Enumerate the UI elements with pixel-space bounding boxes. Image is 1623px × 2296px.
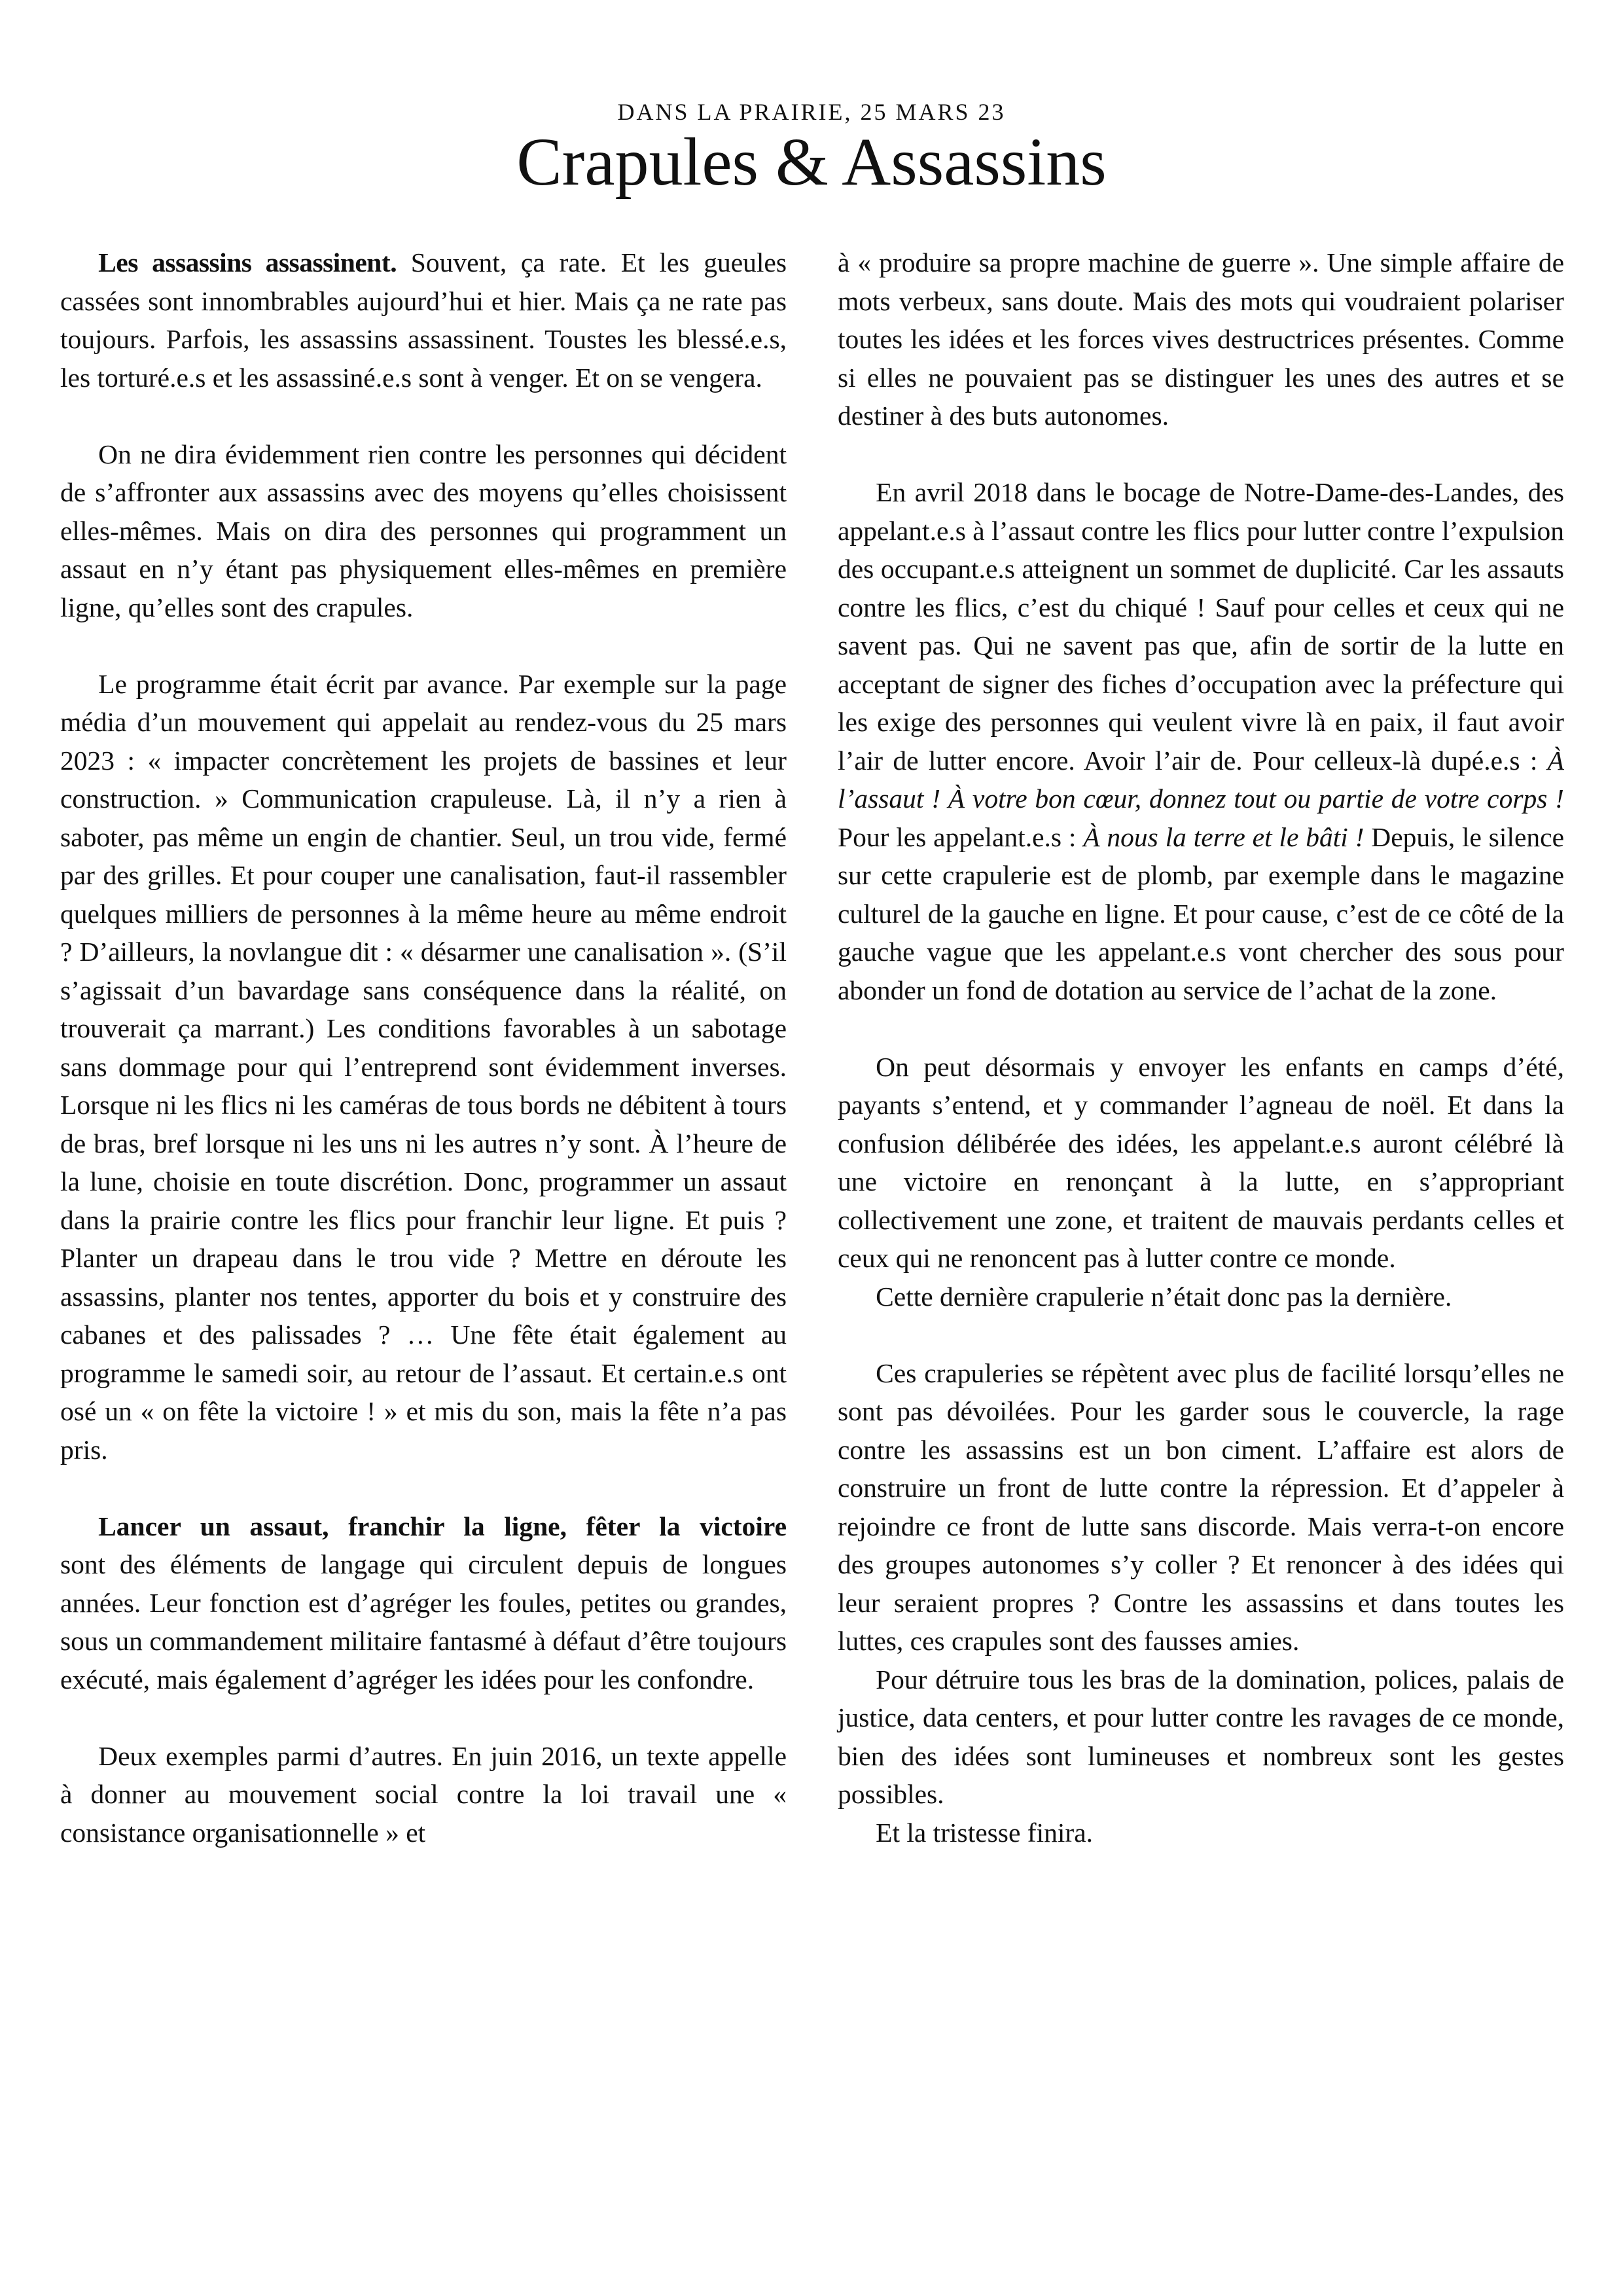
paragraph: Cette dernière crapulerie n’était donc pas la dernière. [876,1281,1452,1312]
paragraph-text: Pour les appelant.e.s : [838,821,1084,852]
paragraph: Ces crapuleries se répètent avec plus de facilité lorsqu’elles ne sont pas dévoilées. Pour les garder sous le couvercle, la rage contre les assassins est un bon ciment. L’affaire est alors de construire un front de lutte contre la répression. Et d’appeler à rejoindre ce front de lutte sans discorde. Mais verra-t-on encore des groupes autonomes s’y coller ? Et renoncer à des idées qui leur seraient propres ? Contre les assassins et dans toutes les luttes, ces crapules sont des fausses amies. [838,1357,1564,1656]
paragraph: à « produire sa propre machine de guerre ». Une simple affaire de mots verbeux, sans doute. Mais des mots qui voudraient polariser toutes les idées et les forces vives destructrices présentes. Comme si elles ne pouvaient pas se distinguer les unes des autres et se destiner à des buts autonomes. [838,247,1564,431]
article-title: Crapules & Assassins [516,124,1107,200]
paragraph-text: Depuis, le silence sur cette crapulerie est de plomb, par exemple dans le magazine culturel de la gauche en ligne. Et pour cause, c’est de ce côté de la gauche vague que les appelant.e.s vont chercher des sous pour abonder un fond de dotation au service de l’achat de la zone. [838,821,1564,1005]
paragraph-text: sont des éléments de langage qui circulent depuis de longues années. Leur fonction est d’agréger les foules, petites ou grandes, sous un commandement militaire fantasmé à défaut d’être toujours exécuté, mais également d’agréger les idées pour les confondre. [60,1549,787,1695]
paragraph [60,243,787,397]
paragraph: Deux exemples parmi d’autres. En juin 2016, un texte appelle à donner au mouvement social contre la loi travail une « consistance organisationnelle » et [60,1740,787,1848]
paragraph: On ne dira évidemment rien contre les personnes qui décident de s’affronter aux assassins avec des moyens qu’elles choisissent elles-mêmes. Mais on dira des personnes qui programment un assaut en n’y étant pas physiquement elles-mêmes en première ligne, qu’elles sont des crapules. [60,439,787,622]
paragraph: Pour détruire tous les bras de la domination, polices, palais de justice, data centers, et pour lutter contre les ravages de ce monde, bien des idées sont lumineuses et nombreux sont les gestes possibles. [838,1664,1564,1809]
paragraph: Et la tristesse finira. [876,1817,1093,1848]
dateline: DANS LA PRAIRIE, 25 MARS 23 [617,99,1006,125]
italic-quote: À nous la terre et le bâti ! [1083,821,1364,852]
lead-phrase: Les assassins assassinent. [98,247,397,278]
paragraph: On peut désormais y envoyer les enfants en camps d’été, payants s’entend, et y commander l’agneau de noël. Et dans la confusion délibérée des idées, les appelant.e.s auront célébré là une victoire en renonçant à la lutte, en s’appropriant collectivement une zone, et traitent de mauvais perdants celles et ceux qui ne renoncent pas à lutter contre ce monde. [838,1051,1564,1273]
lead-phrase: Lancer un assaut, franchir la ligne, fêter la victoire [98,1511,787,1541]
italic-quote: À l’assaut ! À votre bon cœur, donnez tout ou partie de votre corps ! [838,745,1564,814]
left-column [60,243,787,1852]
paragraph-text: En avril 2018 dans le bocage de Notre-Dame-des-Landes, des appelant.e.s à l’assaut contre les flics pour lutter contre l’expulsion des occupant.e.s atteignent un sommet de duplicité. Car les assauts contre les flics, c’est du chiqué ! Sauf pour celles et ceux qui ne savent pas. Qui ne savent pas que, afin de sortir de la lutte en acceptant de signer des fiches d’occupation avec la préfecture qui les exige des personnes qui veulent vivre là en paix, il faut avoir l’air de lutter encore. Avoir l’air de. Pour celleux-là dupé.e.s : [838,477,1564,776]
right-column [838,243,1564,1852]
paragraph [60,1507,787,1699]
paragraph-text: Souvent, ça rate. Et les gueules cassées sont innombrables aujourd’hui et hier. Mais ça ne rate pas toujours. Parfois, les assassins assassinent. Toustes les blessé.e.s, les torturé.e.s et les assassiné.e.s sont à venger. Et on se vengera. [60,247,787,393]
paragraph [838,473,1564,1009]
paragraph: Le programme était écrit par avance. Par exemple sur la page média d’un mouvement qui appelait au rendez-vous du 25 mars 2023 : « impacter concrètement les projets de bassines et leur construction. » Communication crapuleuse. Là, il n’y a rien à saboter, pas même un engin de chantier. Seul, un trou vide, fermé par des grilles. Et pour couper une canalisation, faut-il rassembler quelques milliers de personnes à la même heure au même endroit ? D’ailleurs, la novlangue dit : « désarmer une canalisation ». (S’il s’agissait d’un bavardage sans conséquence dans la réalité, on trouverait ça marrant.) Les conditions favorables à un sabotage sans dommage pour qui l’entreprend sont évidemment inverses. Lorsque ni les flics ni les caméras de tous bords ne débitent à tours de bras, bref lorsque ni les uns ni les autres n’y sont. À l’heure de la lune, choisie en toute discrétion. Donc, programmer un assaut dans la prairie contre les flics pour franchir leur ligne. Et puis ? Planter un drapeau dans le trou vide ? Mettre en déroute les assassins, planter nos tentes, apporter du bois et y construire des cabanes et des palissades ? … Une fête était également au programme le samedi soir, au retour de l’assaut. Et certain.e.s ont osé un « on fête la victoire ! » et mis du son, mais la fête n’a pas pris. [60,668,787,1465]
